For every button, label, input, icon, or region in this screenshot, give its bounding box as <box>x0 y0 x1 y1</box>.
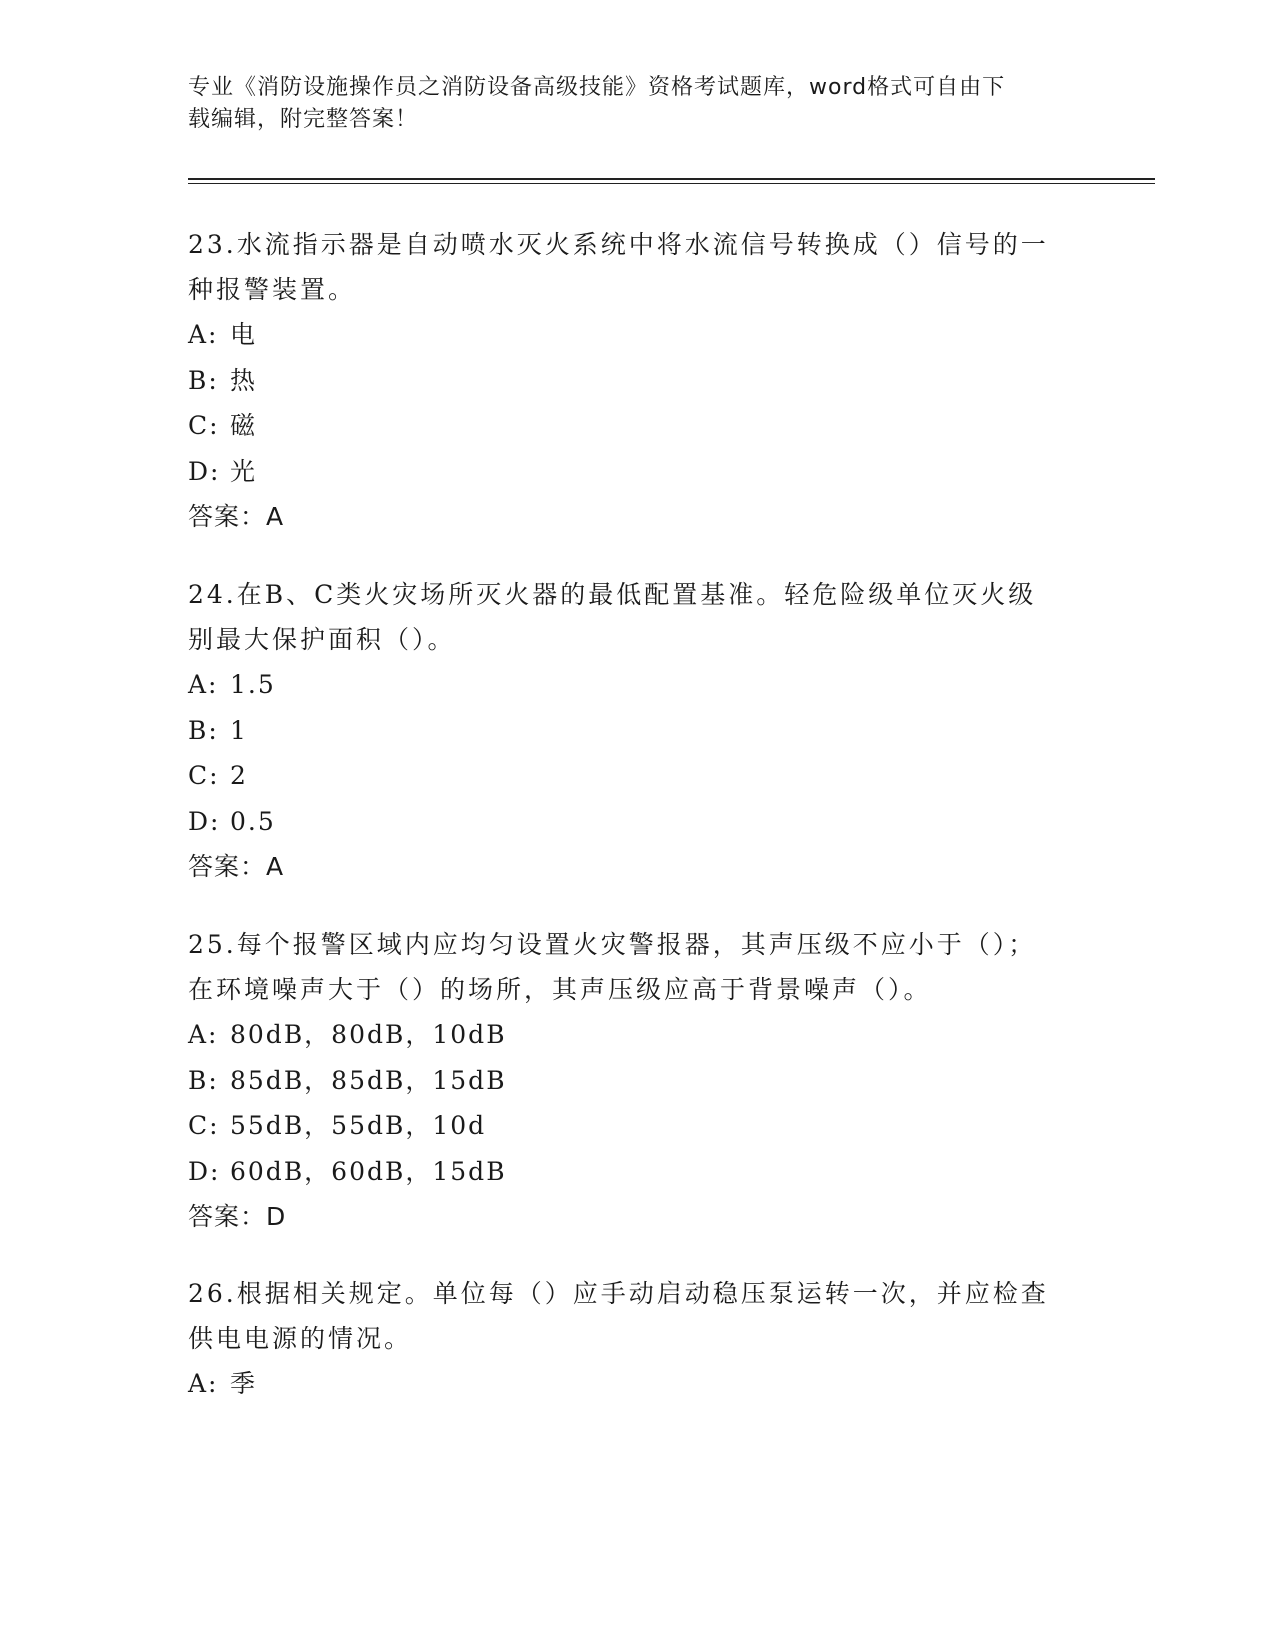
question-number: 25. <box>188 930 237 959</box>
option-letter: B: <box>188 365 219 395</box>
option-letter: A: <box>188 670 219 699</box>
question-text-line-1: 水流指示器是自动喷水灭火系统中将水流信号转换成（）信号的一 <box>236 230 1049 259</box>
option-text: 55dB，55dB，10d <box>230 1111 487 1140</box>
option-text: 1 <box>230 715 248 745</box>
option-b <box>188 1058 1088 1104</box>
option-letter: A: <box>188 1369 219 1398</box>
option-letter: C: <box>188 761 220 790</box>
option-c <box>188 753 1088 799</box>
option-text: 磁 <box>230 411 258 440</box>
option-a <box>188 312 1088 358</box>
option-letter: D: <box>188 1156 221 1186</box>
option-c <box>188 403 1088 449</box>
question-stem <box>188 1271 1088 1316</box>
question-26 <box>188 1271 1088 1407</box>
question-number: 24. <box>188 580 237 609</box>
question-text-line-2: 供电电源的情况。 <box>188 1324 413 1353</box>
question-stem <box>188 572 1088 617</box>
option-text: 季 <box>230 1369 258 1398</box>
question-text-line-1: 每个报警区域内应均匀设置火灾警报器，其声压级不应小于（）； <box>236 930 1037 959</box>
option-letter: D: <box>188 456 221 486</box>
question-text-line-2: 种报警装置。 <box>188 275 357 304</box>
option-text: 80dB，80dB，10dB <box>230 1020 507 1049</box>
answer-label: 答案：D <box>188 1202 287 1231</box>
question-text-line-1: 根据相关规定。单位每（）应手动启动稳压泵运转一次，并应检查 <box>236 1279 1049 1308</box>
option-a <box>188 1361 1088 1407</box>
header-line-2: 载编辑，附完整答案！ <box>188 107 419 132</box>
option-b <box>188 358 1088 404</box>
option-a <box>188 1012 1088 1058</box>
question-24 <box>188 572 1088 890</box>
header-line-1: 专业《消防设施操作员之消防设备高级技能》资格考试题库，word格式可自由下 <box>188 75 1006 100</box>
question-number: 23. <box>188 230 237 259</box>
option-text: 电 <box>230 320 258 349</box>
option-text: 2 <box>230 761 248 790</box>
question-text-line-2: 在环境噪声大于（）的场所，其声压级应高于背景噪声（）。 <box>188 975 932 1004</box>
question-stem <box>188 222 1088 267</box>
option-text: 0.5 <box>230 806 276 836</box>
option-d <box>188 449 1088 495</box>
question-text-line-2: 别最大保护面积（）。 <box>188 625 456 654</box>
option-d <box>188 799 1088 845</box>
option-letter: B: <box>188 715 219 745</box>
option-a <box>188 662 1088 708</box>
option-text: 1.5 <box>230 670 276 699</box>
answer-label: 答案：A <box>188 852 285 881</box>
option-letter: D: <box>188 806 221 836</box>
option-c <box>188 1103 1088 1149</box>
header-divider-thick <box>188 178 1155 180</box>
question-stem <box>188 922 1088 967</box>
option-text: 85dB，85dB，15dB <box>230 1065 507 1095</box>
option-letter: A: <box>188 320 219 349</box>
question-text-line-1: 在B、C类火灾场所灭火器的最低配置基准。轻危险级单位灭火级 <box>236 580 1037 609</box>
answer-label: 答案：A <box>188 502 285 531</box>
question-25 <box>188 922 1088 1240</box>
option-text: 60dB，60dB，15dB <box>230 1156 507 1186</box>
option-text: 光 <box>230 456 258 486</box>
header-divider-thin <box>188 183 1155 184</box>
option-letter: B: <box>188 1065 219 1095</box>
document-header <box>188 72 1078 136</box>
option-letter: A: <box>188 1020 219 1049</box>
option-text: 热 <box>230 365 258 395</box>
question-number: 26. <box>188 1279 237 1308</box>
option-d <box>188 1149 1088 1195</box>
option-letter: C: <box>188 1111 220 1140</box>
question-23 <box>188 222 1088 540</box>
option-b <box>188 708 1088 754</box>
option-letter: C: <box>188 411 220 440</box>
